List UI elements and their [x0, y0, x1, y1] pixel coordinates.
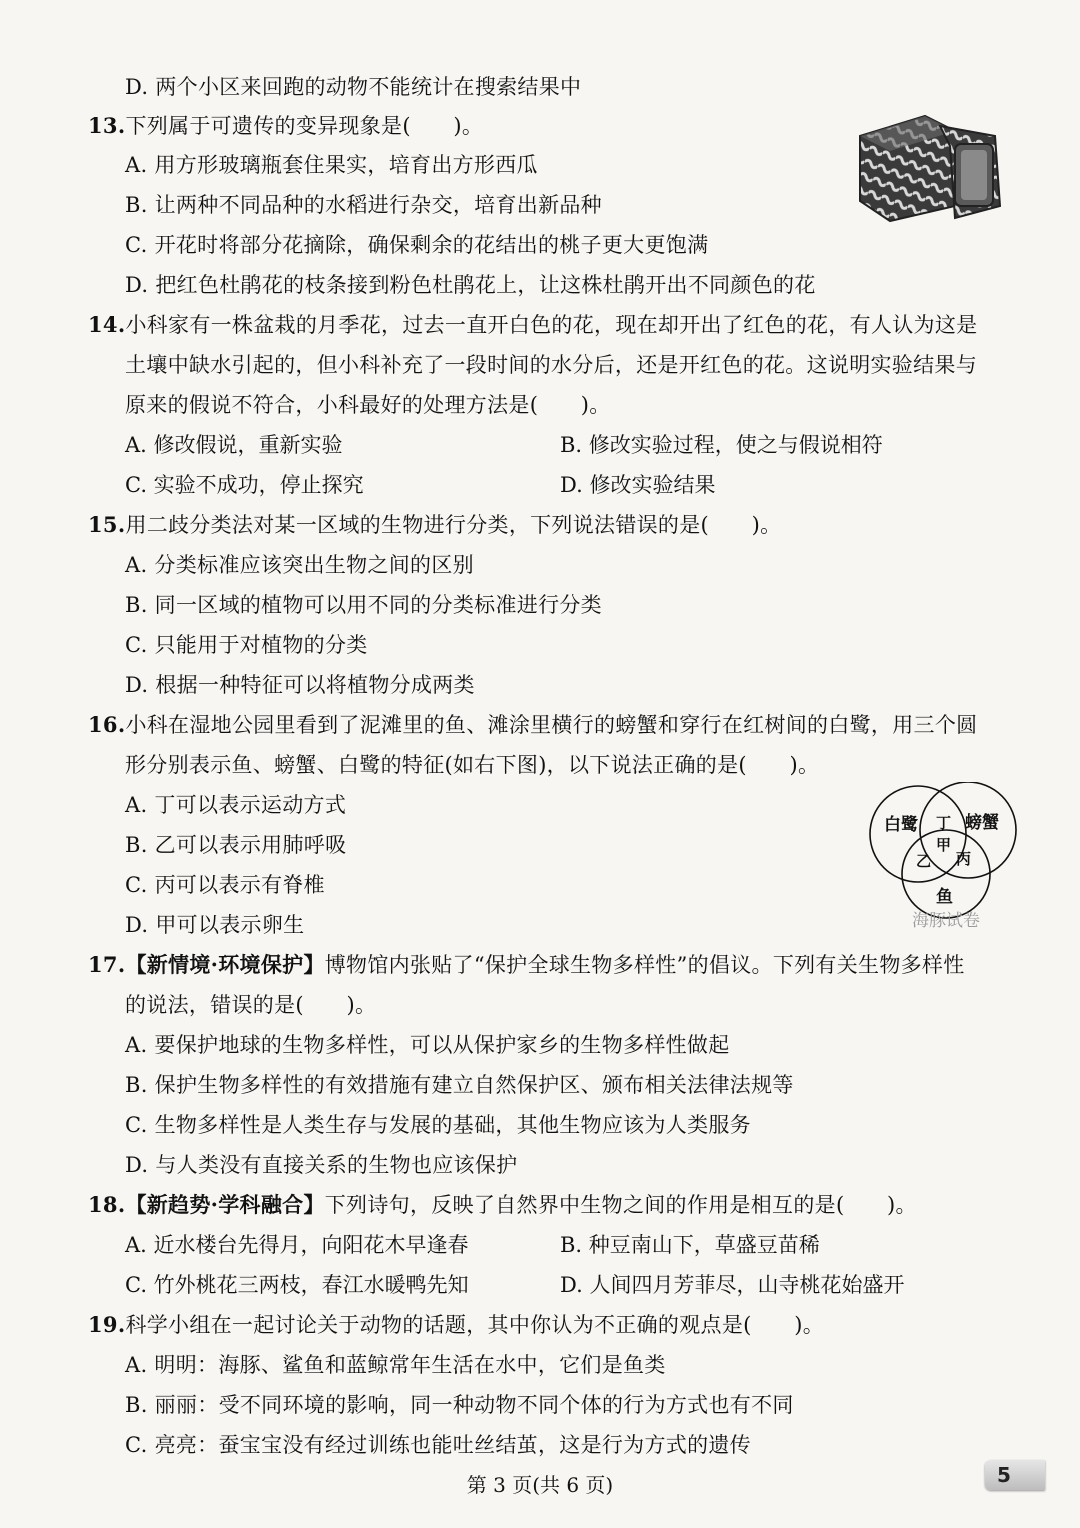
question-16 — [88, 710, 977, 740]
question-number: 19. — [88, 1312, 126, 1337]
watermark: 海豚试卷 — [912, 911, 980, 931]
q17-option-b: B. 保护生物多样性的有效措施有建立自然保护区、颁布相关法律法规等 — [125, 1073, 794, 1097]
question-tag: 【新趋势·学科融合】 — [125, 1192, 325, 1217]
q14-option-b: B. 修改实验过程，使之与假说相符 — [560, 433, 883, 457]
q14-option-c: C. 实验不成功，停止探究 — [125, 473, 364, 497]
question-number: 13. — [88, 113, 126, 138]
venn-label-egret: 白鹭 — [884, 815, 918, 835]
q12-option-d: D. 两个小区来回跑的动物不能统计在搜索结果中 — [125, 75, 582, 99]
q15-option-b: B. 同一区域的植物可以用不同的分类标准进行分类 — [125, 593, 602, 617]
q18-option-c: C. 竹外桃花三两枝，春江水暖鸭先知 — [125, 1273, 469, 1297]
q13-option-c: C. 开花时将部分花摘除，确保剩余的花结出的桃子更大更饱满 — [125, 233, 709, 257]
question-number: 17. — [88, 952, 126, 977]
q18-option-a: A. 近水楼台先得月，向阳花木早逢春 — [125, 1233, 469, 1257]
question-stem-line-2: 形分别表示鱼、螃蟹、白鹭的特征(如右下图)，以下说法正确的是( )。 — [125, 753, 820, 777]
question-15 — [88, 510, 781, 540]
q16-option-a: A. 丁可以表示运动方式 — [125, 793, 347, 817]
page-footer: 第 3 页(共 6 页) — [466, 1473, 614, 1497]
question-number: 15. — [88, 512, 126, 537]
question-17 — [88, 950, 965, 980]
q19-option-c: C. 亮亮：蚕宝宝没有经过训练也能吐丝结茧，这是行为方式的遗传 — [125, 1433, 751, 1457]
q15-option-d: D. 根据一种特征可以将植物分成两类 — [125, 673, 475, 697]
q16-option-b: B. 乙可以表示用肺呼吸 — [125, 833, 347, 857]
venn-region-yi: 乙 — [916, 852, 932, 870]
q19-option-b: B. 丽丽：受不同环境的影响，同一种动物不同个体的行为方式也有不同 — [125, 1393, 794, 1417]
square-watermelon-image — [855, 106, 1005, 224]
q16-option-c: C. 丙可以表示有脊椎 — [125, 873, 325, 897]
question-stem: 下列诗句，反映了自然界中生物之间的作用是相互的是( )。 — [324, 1193, 917, 1217]
q17-option-d: D. 与人类没有直接关系的生物也应该保护 — [125, 1153, 518, 1177]
venn-diagram — [860, 782, 1020, 922]
q15-option-c: C. 只能用于对植物的分类 — [125, 633, 368, 657]
q19-option-a: A. 明明：海豚、鲨鱼和蓝鲸常年生活在水中，它们是鱼类 — [125, 1353, 666, 1377]
q15-option-a: A. 分类标准应该突出生物之间的区别 — [125, 553, 474, 577]
question-13 — [88, 111, 483, 141]
question-stem: 用二歧分类法对某一区域的生物进行分类，下列说法错误的是( )。 — [125, 513, 782, 537]
question-stem-line-2: 的说法，错误的是( )。 — [125, 993, 377, 1017]
venn-label-fish: 鱼 — [936, 887, 953, 907]
question-stem-line-1: 小科家有一株盆栽的月季花，过去一直开白色的花，现在却开出了红色的花，有人认为这是 — [125, 313, 978, 337]
q16-option-d: D. 甲可以表示卵生 — [125, 913, 305, 937]
q17-option-c: C. 生物多样性是人类生存与发展的基础，其他生物应该为人类服务 — [125, 1113, 751, 1137]
q18-option-d: D. 人间四月芳菲尽，山寺桃花始盛开 — [560, 1273, 905, 1297]
q14-option-a: A. 修改假说，重新实验 — [125, 433, 343, 457]
question-stem: 科学小组在一起讨论关于动物的话题，其中你认为不正确的观点是( )。 — [125, 1313, 825, 1337]
q18-option-b: B. 种豆南山下，草盛豆苗稀 — [560, 1233, 820, 1257]
venn-region-jia: 甲 — [936, 836, 952, 854]
venn-region-ding: 丁 — [936, 814, 952, 832]
question-stem-line-3: 原来的假说不符合，小科最好的处理方法是( )。 — [125, 393, 611, 417]
question-number: 14. — [88, 312, 126, 337]
page-number-tab: 5 — [985, 1460, 1045, 1490]
question-18 — [88, 1190, 917, 1220]
question-stem-line-1: 小科在湿地公园里看到了泥滩里的鱼、滩涂里横行的螃蟹和穿行在红树间的白鹭，用三个圆 — [125, 713, 978, 737]
question-14 — [88, 310, 977, 340]
question-stem-line-2: 土壤中缺水引起的，但小科补充了一段时间的水分后，还是开红色的花。这说明实验结果与 — [125, 353, 977, 377]
question-stem: 下列属于可遗传的变异现象是( )。 — [125, 114, 484, 138]
venn-label-crab: 螃蟹 — [965, 813, 999, 833]
question-tag: 【新情境·环境保护】 — [125, 952, 325, 977]
q17-option-a: A. 要保护地球的生物多样性，可以从保护家乡的生物多样性做起 — [125, 1033, 730, 1057]
question-number: 16. — [88, 712, 126, 737]
q13-option-b: B. 让两种不同品种的水稻进行杂交，培育出新品种 — [125, 193, 602, 217]
question-19 — [88, 1310, 824, 1340]
question-stem-line-1: 博物馆内张贴了“保护全球生物多样性”的倡议。下列有关生物多样性 — [324, 953, 965, 977]
question-number: 18. — [88, 1192, 126, 1217]
q13-option-d: D. 把红色杜鹃花的枝条接到粉色杜鹃花上，让这株杜鹃开出不同颜色的花 — [125, 273, 816, 297]
q14-option-d: D. 修改实验结果 — [560, 473, 716, 497]
venn-region-bing: 丙 — [956, 850, 972, 868]
q13-option-a: A. 用方形玻璃瓶套住果实，培育出方形西瓜 — [125, 153, 538, 177]
